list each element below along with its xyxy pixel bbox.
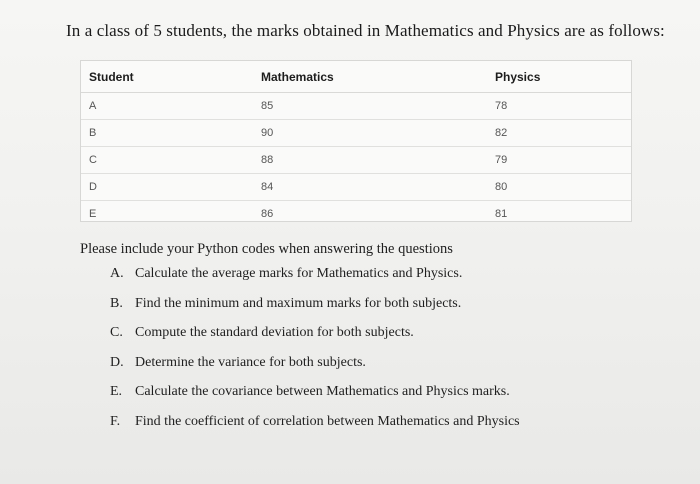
cell-mathematics: 86 bbox=[261, 208, 274, 220]
question-letter: E. bbox=[110, 384, 123, 399]
header-mathematics: Mathematics bbox=[254, 61, 491, 93]
cell-physics: 79 bbox=[491, 147, 631, 174]
list-item bbox=[110, 355, 520, 385]
header-student: Student bbox=[81, 61, 254, 93]
question-letter: F. bbox=[110, 413, 121, 429]
question-text: Calculate the average marks for Mathematics and Physics. bbox=[135, 266, 463, 281]
cell-physics: 80 bbox=[491, 174, 631, 201]
question-text: Determine the variance for both subjects. bbox=[135, 354, 366, 370]
table-row bbox=[81, 201, 631, 228]
header-physics: Physics bbox=[491, 61, 631, 93]
cell-student: E bbox=[89, 208, 97, 220]
list-item bbox=[110, 325, 520, 355]
list-item bbox=[110, 266, 520, 296]
question-letter: A. bbox=[110, 266, 124, 281]
question-letter: D. bbox=[110, 354, 124, 370]
marks-table-grid bbox=[81, 61, 631, 227]
cell-mathematics: 90 bbox=[254, 120, 491, 147]
question-text: Find the coefficient of correlation between Mathematics and Physics bbox=[135, 413, 520, 429]
question-letter: C. bbox=[110, 325, 123, 340]
table-row bbox=[81, 120, 631, 147]
question-text: Find the minimum and maximum marks for both subjects. bbox=[135, 295, 462, 311]
questions-intro: Please include your Python codes when answering the questions bbox=[80, 241, 453, 257]
cell-student: A bbox=[81, 93, 254, 120]
marks-table bbox=[80, 60, 632, 222]
questions-list bbox=[80, 266, 520, 443]
question-text: Compute the standard deviation for both subjects. bbox=[135, 325, 414, 340]
list-item bbox=[110, 384, 520, 414]
cell-physics: 78 bbox=[491, 93, 631, 120]
questions-section bbox=[80, 241, 520, 443]
table-row bbox=[81, 93, 631, 120]
table-row bbox=[81, 174, 631, 201]
problem-intro: In a class of 5 students, the marks obtained in Mathematics and Physics are as follows: bbox=[66, 21, 665, 40]
cell-mathematics: 85 bbox=[254, 93, 491, 120]
cell-student: D bbox=[81, 174, 254, 201]
question-letter: B. bbox=[110, 295, 123, 311]
cell-physics: 82 bbox=[491, 120, 631, 147]
cell-mathematics: 88 bbox=[254, 147, 491, 174]
cell-student: B bbox=[81, 120, 254, 147]
cell-student: C bbox=[81, 147, 254, 174]
table-row bbox=[81, 147, 631, 174]
cell-mathematics: 84 bbox=[254, 174, 491, 201]
list-item bbox=[110, 414, 520, 444]
list-item bbox=[110, 296, 520, 326]
table-header-row bbox=[81, 61, 631, 93]
cell-physics: 81 bbox=[495, 208, 508, 220]
question-text: Calculate the covariance between Mathematics and Physics marks. bbox=[135, 384, 510, 399]
